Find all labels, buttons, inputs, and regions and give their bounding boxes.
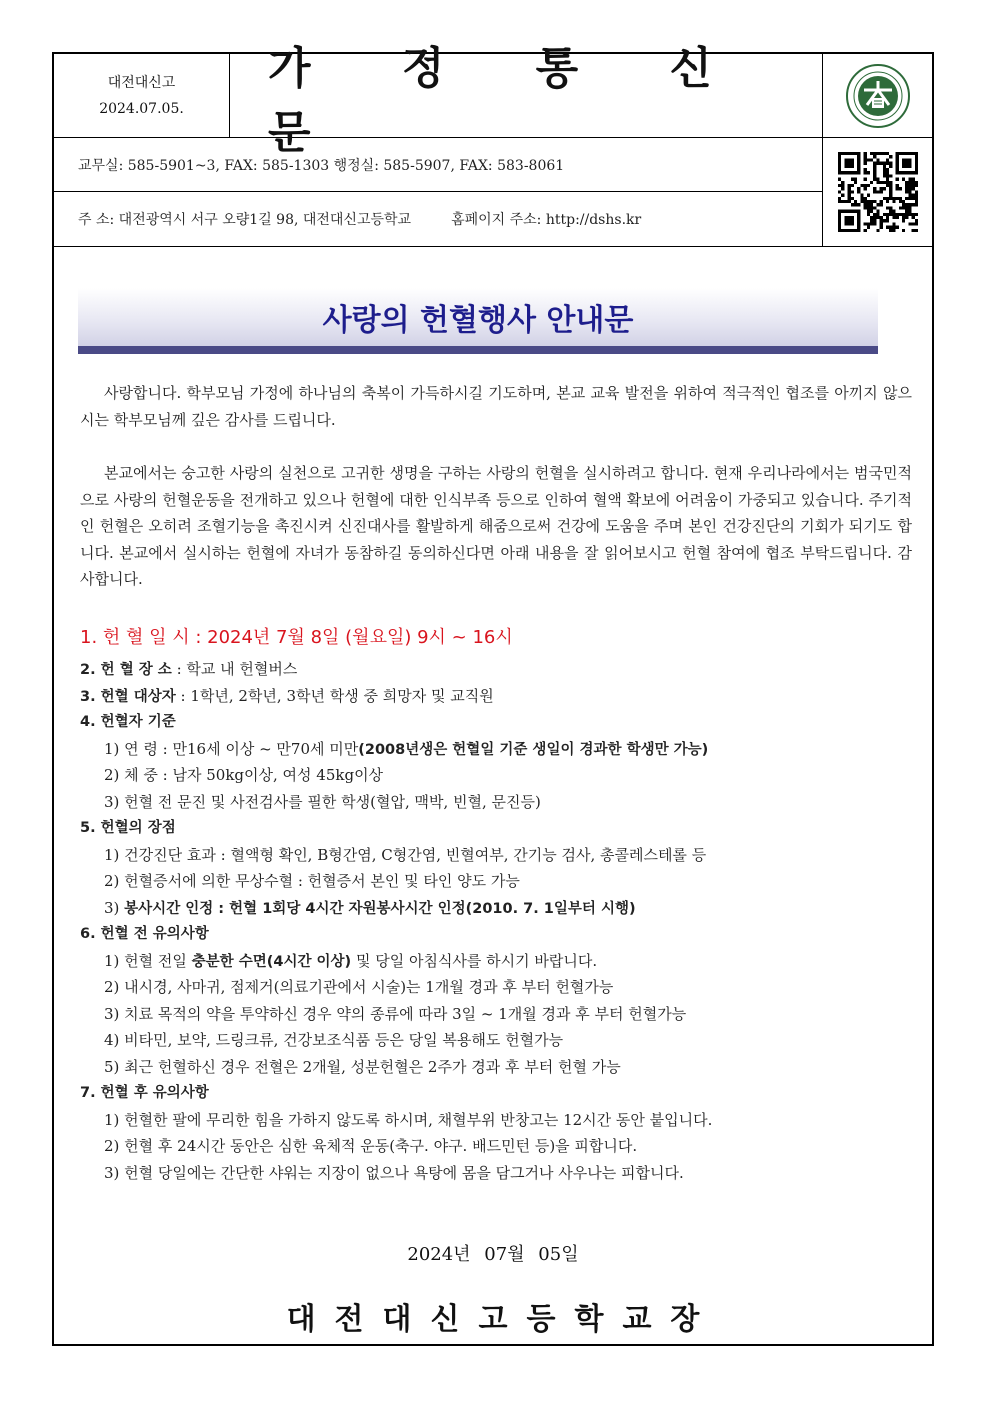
school-emblem-icon (845, 63, 911, 129)
intro-text: 본교에서는 숭고한 사랑의 실천으로 고귀한 생명을 구하는 사랑의 헌혈을 실시하려고 합니다. 현재 우리나라에서는 범국민적으로 사랑의 헌혈운동을 전개하고 있으나 헌혈에 대한 인식부족 등으로 인하여 혈액 확보에 어려움이 가중되고 있습니다. 주기적인 헌혈은 오히려 조혈기능을 촉진시켜 신진대사를 활발하게 해줌으로써 건강에 도움을 주며 본인 건강진단의 기회가 되기도 합니다. 본교에서 실시하는 헌혈에 자녀가 동참하길 동의하신다면 아래 내용을 잘 읽어보시고 헌혈 참여에 협조 부탁드립니다. 감사합니다. (80, 464, 912, 588)
section-heading: 7. 헌혈 후 유의사항 (80, 1085, 209, 1101)
age-note: (2008년생은 헌혈일 기준 생일이 경과한 학생만 가능) (358, 741, 709, 758)
list-item: 3) 헌혈 당일에는 간단한 샤워는 지장이 없으나 욕탕에 몸을 담그거나 사우나는 피합니다. (104, 1163, 684, 1182)
list-text: 및 당일 아침식사를 하시기 바랍니다. (351, 951, 598, 970)
list-item: 2) 헌혈증서에 의한 무상수혈 : 헌혈증서 본인 및 타인 양도 가능 (104, 872, 520, 890)
address-row (54, 192, 822, 246)
school-info-cell (54, 54, 230, 138)
letterhead (54, 42, 932, 246)
list-item (80, 948, 920, 975)
list-text: 1) 헌혈 전일 (104, 951, 192, 970)
banner-underline (78, 346, 878, 354)
event-title: 사랑의 헌혈행사 안내문 (322, 303, 634, 338)
list-item: 1) 건강진단 효과 : 혈액형 확인, B형간염, C형간염, 빈혈여부, 간기능 검사, 총콜레스테롤 등 (104, 845, 707, 864)
signature-date: 2024년 07월 05일 (407, 1244, 579, 1265)
qr-cell (822, 138, 932, 246)
section-heading: 6. 헌혈 전 유의사항 (80, 926, 209, 942)
target-value: : 1학년, 2학년, 3학년 학생 중 희망자 및 교직원 (175, 686, 494, 705)
section-heading: 4. 헌혈자 기준 (80, 714, 176, 730)
list-item: 4) 비타민, 보약, 드링크류, 건강보조식품 등은 당일 복용해도 헌혈가능 (104, 1031, 564, 1049)
list-item (80, 656, 920, 683)
donation-datetime: 1. 헌 혈 일 시 : 2024년 7월 8일 (월요일) 9시 ~ 16시 (80, 627, 513, 648)
intro-paragraph (80, 460, 912, 593)
sleep-note: 충분한 수면(4시간 이상) (191, 953, 352, 970)
address-text: 주 소: 대전광역시 서구 오량1길 98, 대전대신고등학교 (78, 212, 412, 228)
issue-date: 2024.07.05. (99, 100, 184, 117)
principal-signature: 대전대신고등학교장 (286, 1302, 719, 1337)
section-heading: 5. 헌혈의 장점 (80, 820, 176, 836)
list-item (80, 736, 920, 763)
qr-code-icon[interactable] (838, 152, 918, 232)
list-item: 2) 내시경, 사마귀, 점제거(의료기관에서 시술)는 1개월 경과 후 부터 헌혈가능 (104, 978, 614, 996)
list-item: 3) 치료 목적의 약을 투약하신 경우 약의 종류에 따라 3일 ~ 1개월 경과 후 부터 헌혈가능 (104, 1004, 687, 1023)
document-frame (52, 42, 934, 1346)
list-item: 5) 최근 헌혈하신 경우 전혈은 2개월, 성분헌혈은 2주가 경과 후 부터 헌혈 가능 (104, 1057, 621, 1076)
list-item: 2) 헌혈 후 24시간 동안은 심한 육체적 운동(축구. 야구. 배드민턴 등)을 피합니다. (104, 1137, 638, 1155)
list-number: 3) (104, 898, 125, 917)
logo-cell (822, 54, 932, 138)
greeting-text: 사랑합니다. 학부모님 가정에 하나님의 축복이 가득하시길 기도하며, 본교 교육 발전을 위하여 적극적인 협조를 아끼지 않으시는 학부모님께 깊은 감사를 드립니다. (80, 384, 912, 429)
list-item: 2) 체 중 : 남자 50kg이상, 여성 45kg이상 (104, 766, 384, 784)
volunteer-hours-note: 봉사시간 인정 : 헌혈 1회당 4시간 자원봉사시간 인정(2010. 7. 1일부터 시행) (124, 900, 636, 917)
newsletter-title: 가 정 통 신 문 (230, 54, 822, 138)
details-list (80, 620, 920, 1186)
location-value: : 학교 내 헌혈버스 (171, 660, 298, 678)
contact-phone-row: 교무실: 585-5901~3, FAX: 585-1303 행정실: 585-5907, FAX: 583-8061 (54, 138, 822, 192)
greeting-paragraph (80, 380, 912, 433)
list-item: 3) 헌혈 전 문진 및 사전검사를 필한 학생(혈압, 맥박, 빈혈, 문진등) (104, 792, 541, 811)
age-criteria: 1) 연 령 : 만16세 이상 ~ 만70세 미만 (104, 739, 359, 758)
list-item (80, 683, 920, 710)
location-label: 2. 헌 혈 장 소 (80, 662, 172, 678)
list-item (80, 895, 920, 922)
school-short-name: 대전대신고 (107, 74, 176, 91)
list-item: 1) 헌혈한 팔에 무리한 힘을 가하지 않도록 하시며, 채혈부위 반창고는 12시간 동안 붙입니다. (104, 1110, 713, 1129)
homepage-link[interactable]: 홈페이지 주소: http://dshs.kr (451, 212, 642, 228)
target-label: 3. 헌혈 대상자 (80, 688, 176, 705)
